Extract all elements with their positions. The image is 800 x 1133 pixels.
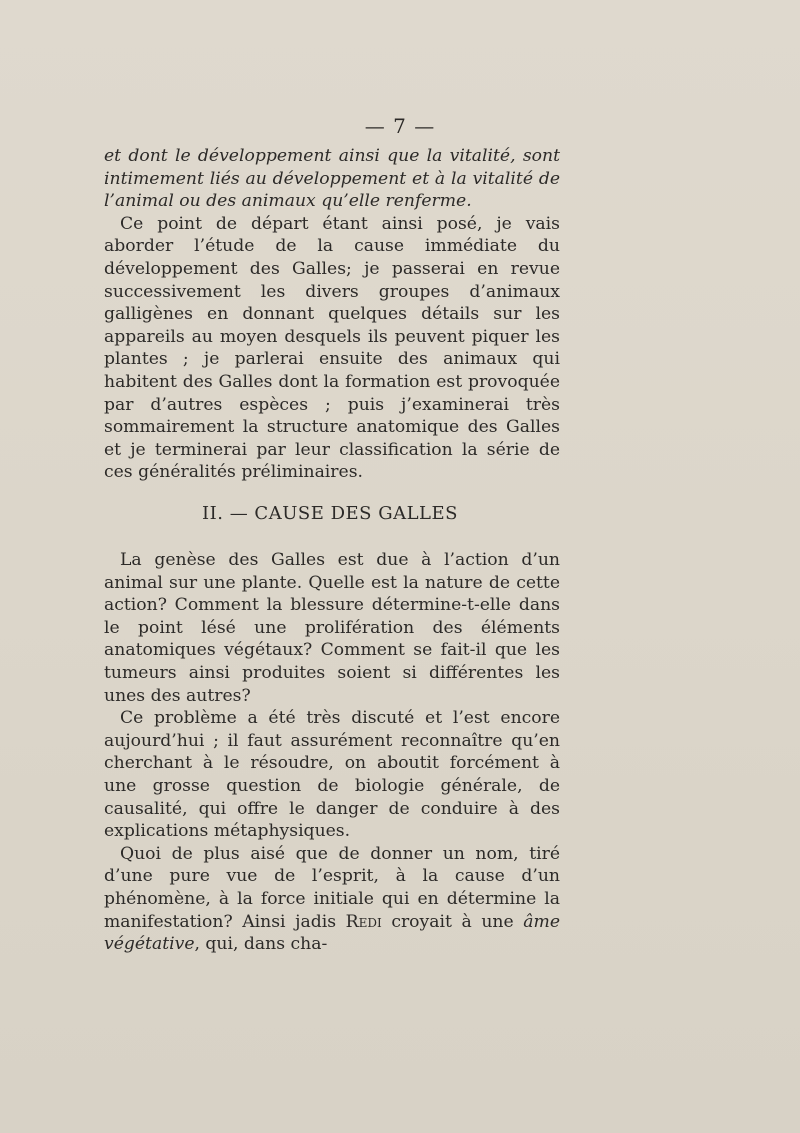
paragraph-quoi-end: , qui, dans cha- — [194, 934, 328, 955]
paragraph-genese: La genèse des Galles est due à l’action d’un animal sur une plante. Quelle est la nature de cette action? Comment la blessure détermine-t-elle dans le point lésé une prolifération des éléments anatomiques végétaux? Comment se fait-il que les tumeurs ainsi produites soient si différentes les unes des autres? — [104, 550, 560, 706]
italic-term: âme végétative — [104, 911, 560, 955]
page-number: — 7 — — [364, 114, 436, 138]
paragraph-quoi — [104, 843, 560, 956]
paragraph-probleme: Ce problème a été très discuté et l’est encore aujourd’hui ; il faut assurément reconnaître qu’en cherchant à le résoudre, on aboutit forcément à une grosse question de biologie générale, de causalité, qui offre le danger de conduire à des explications métaphysiques. — [104, 708, 560, 842]
paragraph-plan: Ce point de départ étant ainsi posé, je vais aborder l’étude de la cause immédiate du développement des Galles; je passerai en revue successivement les divers groupes d’animaux galligènes en donnant quelques détails sur les appareils au moyen desquels ils peuvent piquer les plantes ; je parlerai ensuite des animaux qui habitent des Galles dont la formation est provoquée par d’autres espèces ; puis j’examinerai très sommairement la structure anatomique des Galles et je terminerai par leur classification la série de ces généralités préliminaires. — [104, 213, 560, 483]
text-block-top — [104, 145, 560, 484]
paragraph-quoi-start: Quoi de plus aisé que de donner un nom, tiré d’une pure vue de l’esprit, à la cause d’un phénomène, à la force initiale qui en détermine la manifestation? Ainsi jadis — [104, 843, 560, 932]
text-block-bottom — [104, 549, 560, 956]
intro-italic-paragraph: et dont le développement ainsi que la vitalité, sont intimement liés au développement et à la vitalité de l’animal ou des animaux qu’elle renferme. — [104, 146, 560, 212]
section-heading: II. — CAUSE DES GALLES — [202, 503, 458, 524]
paragraph-quoi-middle: croyait à une — [391, 911, 514, 932]
author-name-redi: Redi — [345, 911, 382, 932]
